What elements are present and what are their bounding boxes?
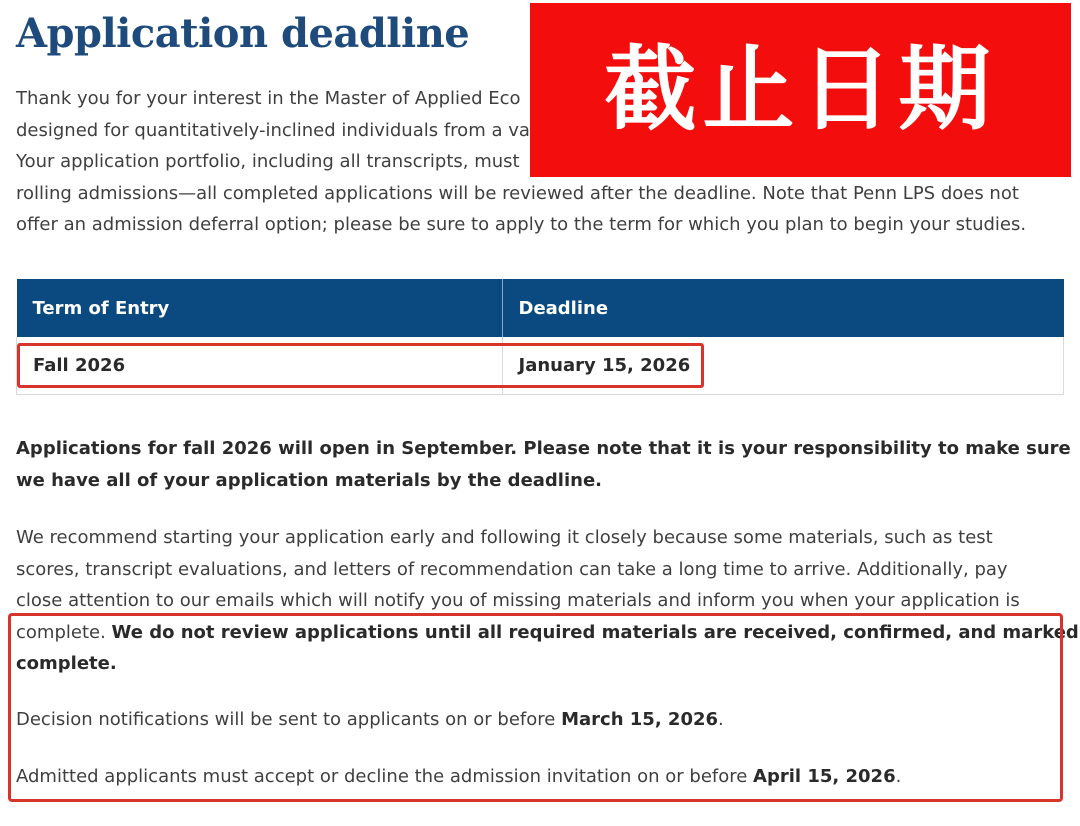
banner-text: 截止日期: [604, 36, 997, 143]
deadline-overlay-banner: [530, 3, 1071, 177]
column-header-term: Term of Entry: [17, 279, 503, 337]
admitted-text: Admitted applicants must accept or decline the admission invitation on or before: [16, 766, 754, 787]
decision-date: March 15, 2026: [561, 709, 719, 730]
recommend-line: scores, transcript evaluations, and letters of recommendation can take a long time to arrive. Additionally, pay: [16, 558, 1008, 580]
admitted-period: .: [895, 766, 902, 787]
recommend-line: close attention to our emails which will notify you of missing materials and inform you when your application is: [16, 590, 1020, 611]
notice-paragraph: [16, 433, 1071, 496]
notice-line: we have all of your application materials by the deadline.: [16, 469, 603, 491]
recommend-plain-text: complete.: [16, 621, 112, 643]
term-cell: Fall 2026: [17, 337, 503, 395]
intro-line: offer an admission deferral option; please be sure to apply to the term for which you plan to begin your studies.: [16, 214, 1027, 235]
decision-period: .: [718, 709, 724, 730]
admitted-date: April 15, 2026: [753, 766, 896, 787]
intro-line: rolling admissions—all completed applications will be reviewed after the deadline. Note that Penn LPS does not: [16, 182, 1019, 204]
decision-text: Decision notifications will be sent to applicants on or before: [16, 709, 562, 730]
intro-line: Your application portfolio, including all transcripts, must: [16, 151, 520, 172]
section-highlight-box: [8, 613, 1063, 802]
deadline-cell: January 15, 2026: [502, 337, 1064, 395]
recommend-bold-text: complete.: [16, 653, 117, 674]
notice-line: Applications for fall 2026 will open in September. Please note that it is your responsibility to make sure: [16, 438, 1071, 459]
page-title: Application deadline: [16, 10, 470, 57]
intro-line: Thank you for your interest in the Master of Applied Eco: [16, 88, 521, 109]
column-header-deadline: Deadline: [502, 279, 1064, 337]
row-highlight-box: [17, 343, 704, 388]
intro-line: designed for quantitatively-inclined individuals from a va: [16, 119, 530, 141]
recommend-line: We recommend starting your application early and following it closely because some materials, such as test: [16, 527, 993, 548]
recommend-bold-text: We do not review applications until all required materials are received, confirmed, and marked: [111, 621, 1079, 643]
table-header-row: [17, 279, 1064, 337]
